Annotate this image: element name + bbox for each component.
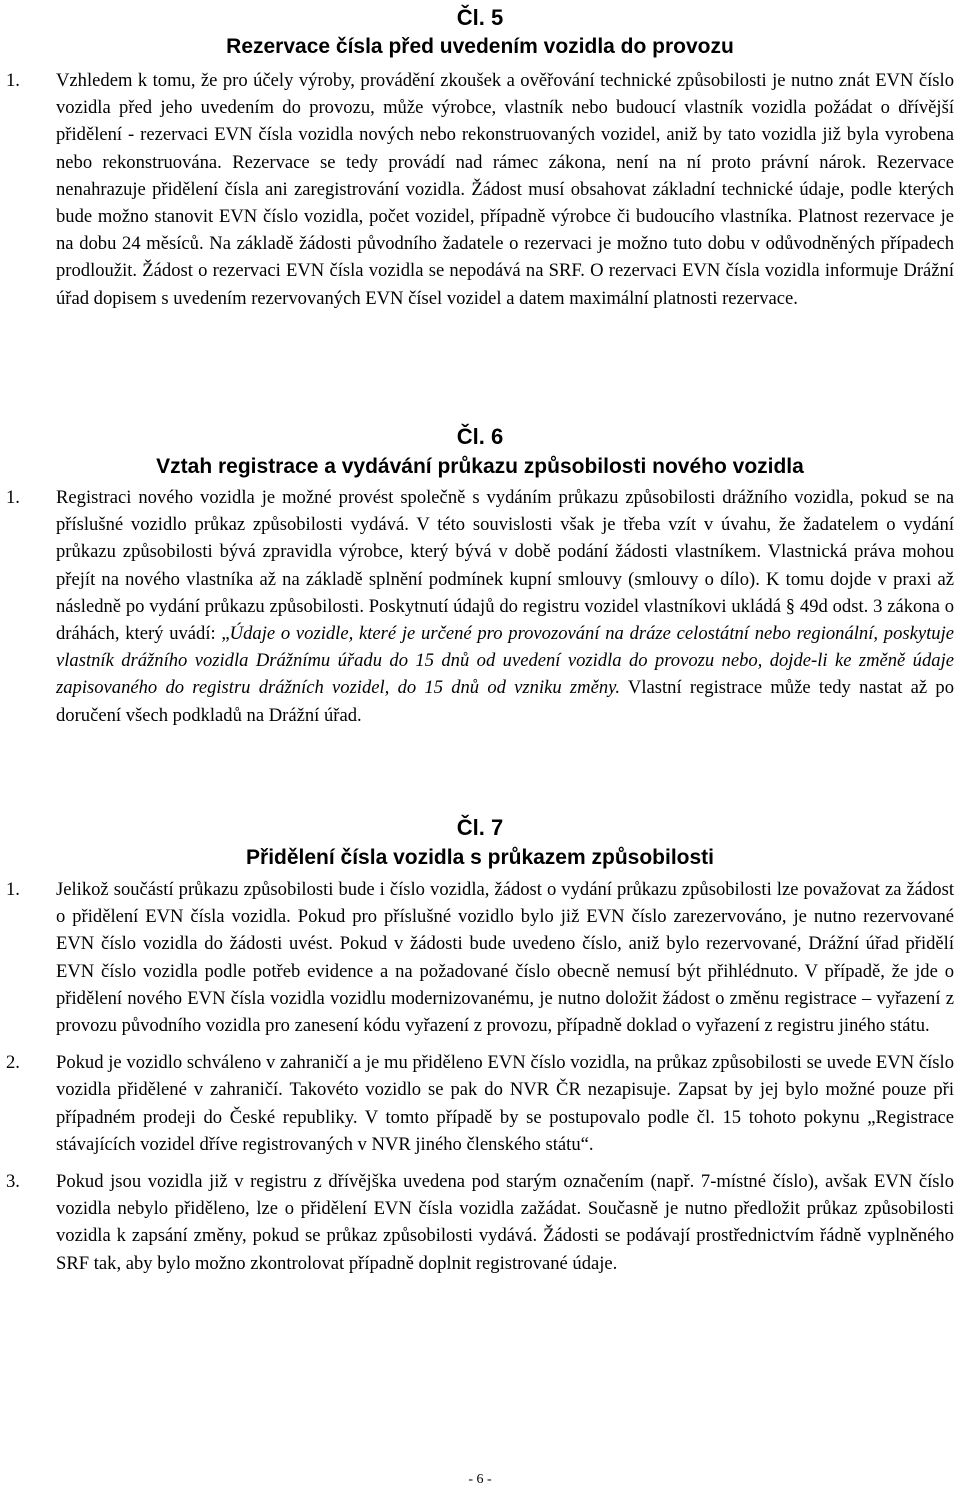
paragraph-text: Pokud je vozidlo schváleno v zahraničí a je mu přiděleno EVN číslo vozidla, na průkaz způsobilosti se uvede EVN číslo vozidla přidělené v zahraničí. Takovéto vozidlo se pak do NVR ČR nezapisuje. Zapsat by jej bylo možné pouze při případném prodeji do České republiky. V tomto případě by se postupovalo podle čl. 15 tohoto pokynu „Registrace stávajících vozidel dříve registrovaných v NVR jiného členského státu“. [56, 1052, 954, 1155]
paragraph [0, 67, 960, 312]
article-6 [0, 424, 960, 729]
paragraph-number: 1. [6, 487, 20, 508]
quoted-law-text: Údaje o vozidle, které je určené pro provozování na dráze celostátní nebo regionální, poskytuje vlastník drážního vozidla Drážnímu úřadu do 15 dnů od uvedení vozidla do provozu nebo, dojde-li ke změně údaje zapisovaného do registru drážních vozidel, do 15 dnů od vzniku změny. [56, 623, 954, 699]
article-5 [0, 5, 960, 312]
paragraph-text-tail: Vlastní registrace může tedy nastat až po doručení všech podkladů na Drážní úřad. [56, 677, 955, 726]
paragraph [0, 876, 960, 1039]
paragraph [0, 484, 960, 729]
paragraph-number: 3. [6, 1171, 20, 1193]
paragraph-text: Vzhledem k tomu, že pro účely výroby, provádění zkoušek a ověřování technické způsobilosti je nutno znát EVN číslo vozidla před jeho uvedením do provozu, může výrobce, vlastník nebo budoucí vlastník vozidla požádat o dřívější přidělení - rezervaci EVN čísla vozidla nových nebo rekonstruovaných vozidel, aniž by tato vozidla již byla vyrobena nebo rekonstruována. Rezervace se tedy provádí nad rámec zákona, není na ní proto právní nárok. Rezervace nenahrazuje přidělení čísla ani zaregistrování vozidla. Žádost musí obsahovat základní technické údaje, podle kterých bude možno stanovit EVN číslo vozidla, počet vozidel, případně výrobce či budoucího vlastníka. Platnost rezervace je na dobu 24 měsíců. Na základě žádosti původního žadatele o rezervaci je možno tuto dobu v odůvodněných případech prodloužit. Žádost o rezervaci EVN čísla vozidla se nepodává na SRF. O rezervaci EVN čísla vozidla informuje Drážní úřad dopisem s uvedením rezervovaných EVN čísel vozidel a datem maximální platnosti rezervace. [56, 70, 954, 309]
article-title: Vztah registrace a vydávání průkazu způsobilosti nového vozidla [156, 455, 804, 478]
page-number: - 6 - [468, 1472, 492, 1487]
paragraph-text: Jelikož součástí průkazu způsobilosti bude i číslo vozidla, žádost o vydání průkazu způsobilosti lze považovat za žádost o přidělení EVN čísla vozidla. Pokud pro příslušné vozidlo bylo již EVN číslo zarezervováno, je nutno rezervované EVN číslo vozidla do žádosti uvést. Pokud v žádosti bude uvedeno číslo, aniž bylo rezervované, Drážní úřad přidělí EVN číslo vozidla podle potřeb evidence a na požadované číslo obecně nemusí být přihlédnuto. V případě, že jde o přidělení nového EVN čísla vozidla vozidlu modernizovanému, je nutno doložit žádost o změnu registrace – vyřazení z provozu původního vozidla pro zanesení kódu vyřazení z provozu, případně doklad o vyřazení z registru jiného státu. [56, 879, 954, 1037]
article-number: Čl. 7 [456, 815, 504, 840]
article-7 [0, 815, 960, 1277]
paragraph-number: 1. [6, 70, 20, 91]
paragraph [0, 1049, 960, 1158]
article-title: Přidělení čísla vozidla s průkazem způsobilosti [246, 846, 714, 869]
paragraph [0, 1168, 960, 1277]
paragraph-text: Registraci nového vozidla je možné provést společně s vydáním průkazu způsobilosti drážního vozidla, pokud se na příslušné vozidlo průkaz způsobilosti vydává. V této souvislosti však je třeba vzít v úvahu, že žadatelem o vydání průkazu způsobilosti bývá zpravidla výrobce, který bývá v době podání žádosti vlastníkem. Vlastnická práva mohou přejít na nového vlastníka až na základě splnění podmínek kupní smlouvy (smlouvy o dílo). K tomu dojde v praxi až následně po vydání průkazu způsobilosti. Poskytnutí údajů do registru vozidel vlastníkovi ukládá § 49d odst. 3 zákona o dráhách, který uvádí: „ [56, 487, 954, 645]
paragraph-number: 2. [6, 1052, 20, 1074]
paragraph-number: 1. [6, 879, 20, 900]
paragraph-text: Pokud jsou vozidla již v registru z dřívějška uvedena pod starým označením (např. 7-místné číslo), avšak EVN číslo vozidla nebylo přiděleno, lze o přidělení EVN čísla vozidla zažádat. Současně je nutno předložit průkaz způsobilosti vozidla k zapsání změny, pokud se průkaz způsobilosti vydává. Žádosti se podávají prostřednictvím řádně vyplněného SRF tak, aby bylo možno zkontrolovat případně doplnit registrované údaje. [56, 1171, 954, 1274]
article-title: Rezervace čísla před uvedením vozidla do provozu [226, 35, 734, 58]
article-number: Čl. 6 [456, 424, 504, 449]
article-number: Čl. 5 [456, 5, 504, 30]
